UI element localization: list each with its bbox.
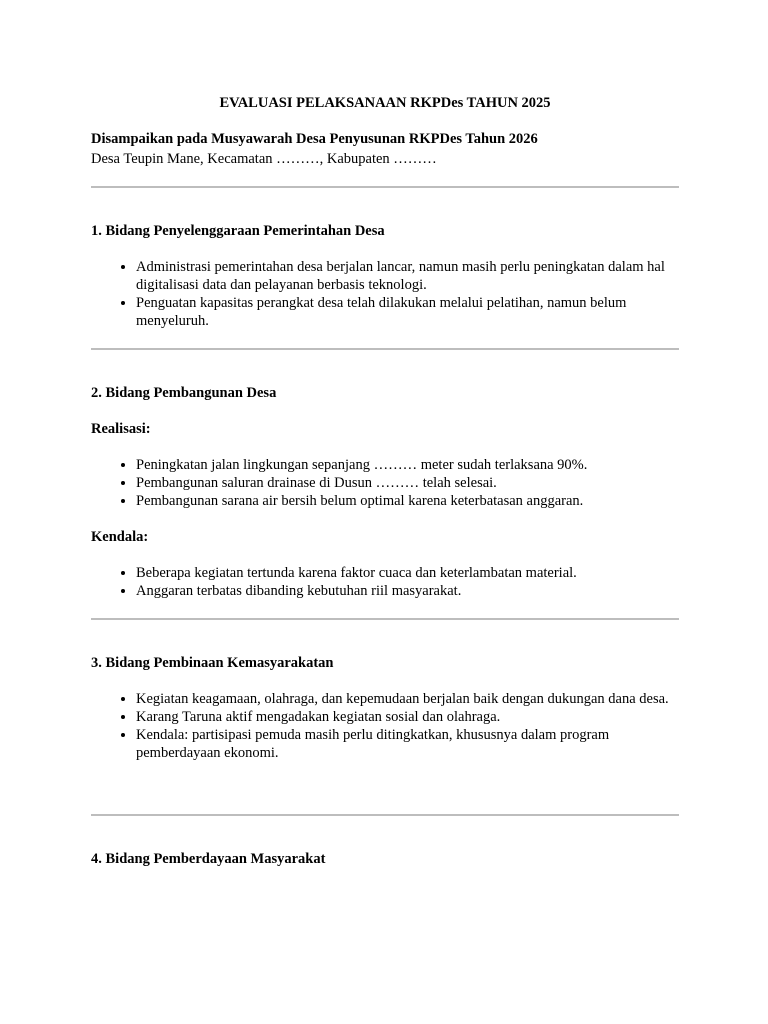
section-title-4: 4. Bidang Pemberdayaan Masyarakat xyxy=(91,851,326,867)
list-item: • Karang Taruna aktif mengadakan kegiatan sosial dan olahraga. xyxy=(136,708,679,726)
section-divider xyxy=(91,618,679,620)
document-content xyxy=(91,94,679,868)
list-item: • Beberapa kegiatan tertunda karena faktor cuaca dan keterlambatan material. xyxy=(136,564,679,582)
section-divider xyxy=(91,186,679,188)
section-1-list xyxy=(91,258,679,330)
kendala-label: Kendala: xyxy=(91,529,149,545)
section-3-list xyxy=(91,690,679,762)
list-item: • Pembangunan saluran drainase di Dusun ……… telah selesai. xyxy=(136,474,679,492)
document-location: Desa Teupin Mane, Kecamatan ………, Kabupaten ……… xyxy=(91,151,437,167)
document-title: EVALUASI PELAKSANAAN RKPDes TAHUN 2025 xyxy=(219,95,551,111)
list-item: • Kegiatan keagamaan, olahraga, dan kepemudaan berjalan baik dengan dukungan dana desa. xyxy=(136,690,679,708)
section-title-1: 1. Bidang Penyelenggaraan Pemerintahan Desa xyxy=(91,223,385,239)
list-item: • Kendala: partisipasi pemuda masih perlu ditingkatkan, khususnya dalam program pemberdayaan ekonomi. xyxy=(136,726,679,762)
list-item: • Peningkatan jalan lingkungan sepanjang ……… meter sudah terlaksana 90%. xyxy=(136,456,679,474)
document-subtitle: Disampaikan pada Musyawarah Desa Penyusunan RKPDes Tahun 2026 xyxy=(91,131,538,147)
list-item: • Anggaran terbatas dibanding kebutuhan riil masyarakat. xyxy=(136,582,679,600)
list-item: • Administrasi pemerintahan desa berjalan lancar, namun masih perlu peningkatan dalam hal digitalisasi data dan pelayanan berbasis teknologi. xyxy=(136,258,679,294)
realisasi-label: Realisasi: xyxy=(91,421,151,437)
realisasi-list xyxy=(91,456,679,510)
section-title-2: 2. Bidang Pembangunan Desa xyxy=(91,385,277,401)
list-item: • Pembangunan sarana air bersih belum optimal karena keterbatasan anggaran. xyxy=(136,492,679,510)
list-item: • Penguatan kapasitas perangkat desa telah dilakukan melalui pelatihan, namun belum menyeluruh. xyxy=(136,294,679,330)
section-divider xyxy=(91,814,679,816)
section-divider xyxy=(91,348,679,350)
kendala-list xyxy=(91,564,679,600)
section-title-3: 3. Bidang Pembinaan Kemasyarakatan xyxy=(91,655,334,671)
